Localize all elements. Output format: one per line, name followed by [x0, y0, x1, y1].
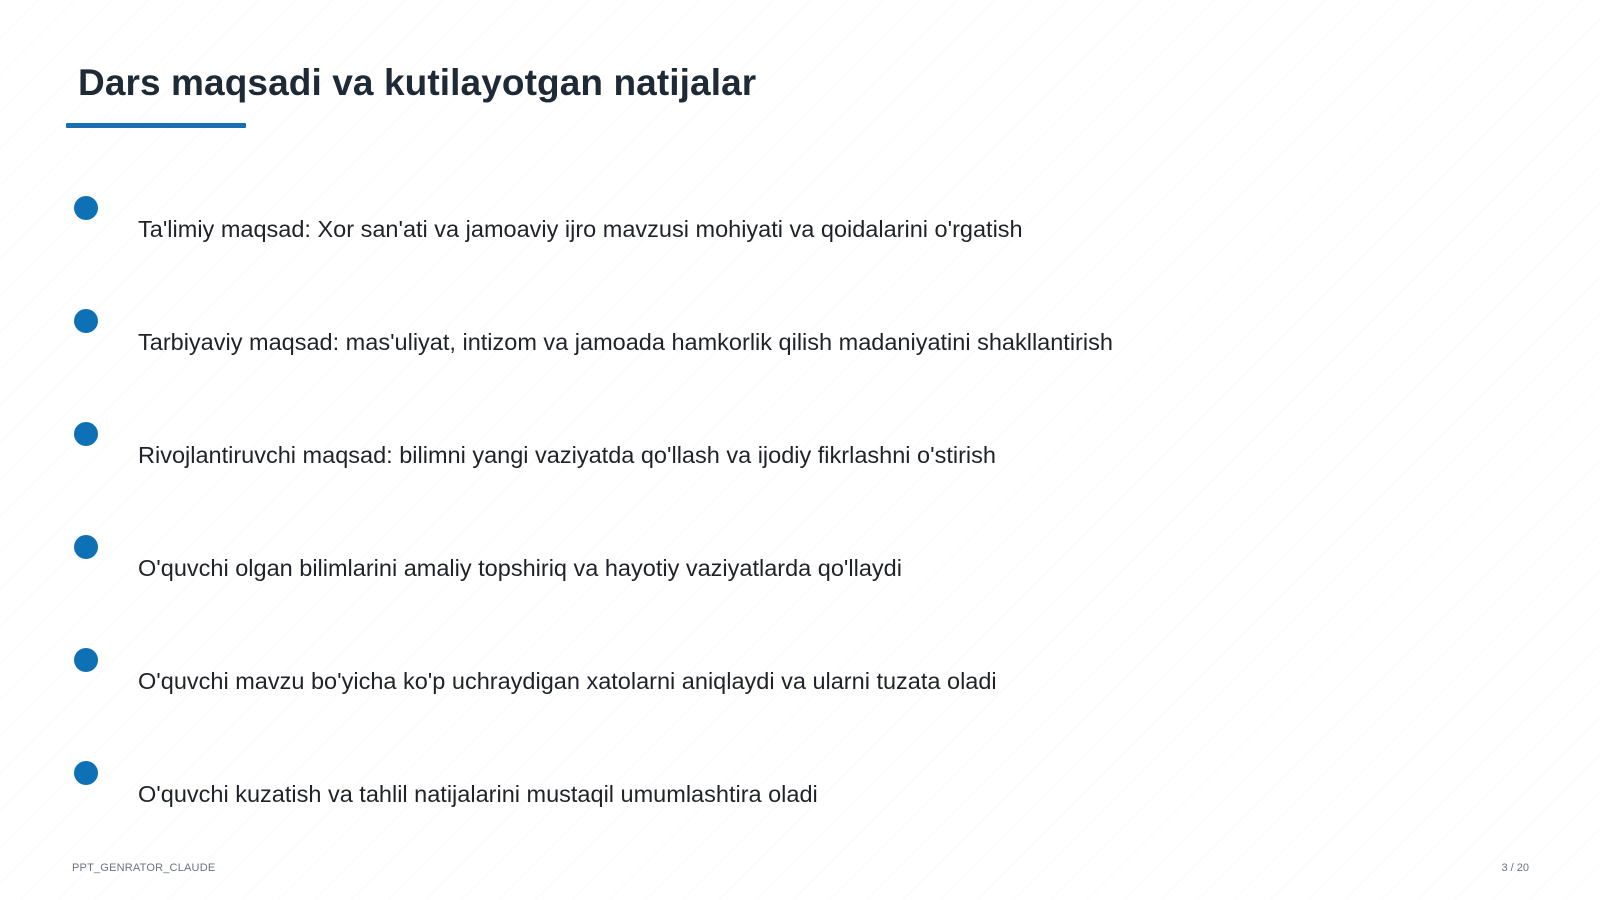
- slide-title: Dars maqsadi va kutilayotgan natijalar: [78, 62, 757, 103]
- title-underline: [66, 123, 246, 128]
- bullet-text: Rivojlantiruvchi maqsad: bilimni yangi vaziyatda qo'llash va ijodiy fikrlashni o'stirish: [138, 442, 996, 468]
- bullet-text: Ta'limiy maqsad: Xor san'ati va jamoaviy ijro mavzusi mohiyati va qoidalarini o'rgatish: [138, 216, 1023, 242]
- bullet-text: Tarbiyaviy maqsad: mas'uliyat, intizom va jamoada hamkorlik qilish madaniyatini shakllantirish: [138, 329, 1113, 355]
- bullet-dot-icon: [74, 535, 98, 559]
- bullet-dot-icon: [74, 648, 98, 672]
- bullet-text: O'quvchi mavzu bo'yicha ko'p uchraydigan xatolarni aniqlaydi va ularni tuzata oladi: [138, 668, 997, 694]
- page-number: 3 / 20: [1501, 862, 1529, 874]
- bullet-item: [0, 535, 1400, 615]
- bullet-dot-icon: [74, 309, 98, 333]
- bullet-item: [0, 196, 1400, 276]
- bullet-item: [0, 422, 1400, 502]
- bullet-dot-icon: [74, 761, 98, 785]
- bullet-item: [0, 761, 1400, 841]
- bullet-dot-icon: [74, 422, 98, 446]
- bullet-item: [0, 648, 1400, 728]
- bullet-dot-icon: [74, 196, 98, 220]
- bullet-text: O'quvchi olgan bilimlarini amaliy topshiriq va hayotiy vaziyatlarda qo'llaydi: [138, 555, 902, 581]
- bullet-text: O'quvchi kuzatish va tahlil natijalarini mustaqil umumlashtira oladi: [138, 781, 818, 807]
- footer-source: PPT_GENRATOR_CLAUDE: [72, 862, 216, 874]
- bullet-item: [0, 309, 1400, 389]
